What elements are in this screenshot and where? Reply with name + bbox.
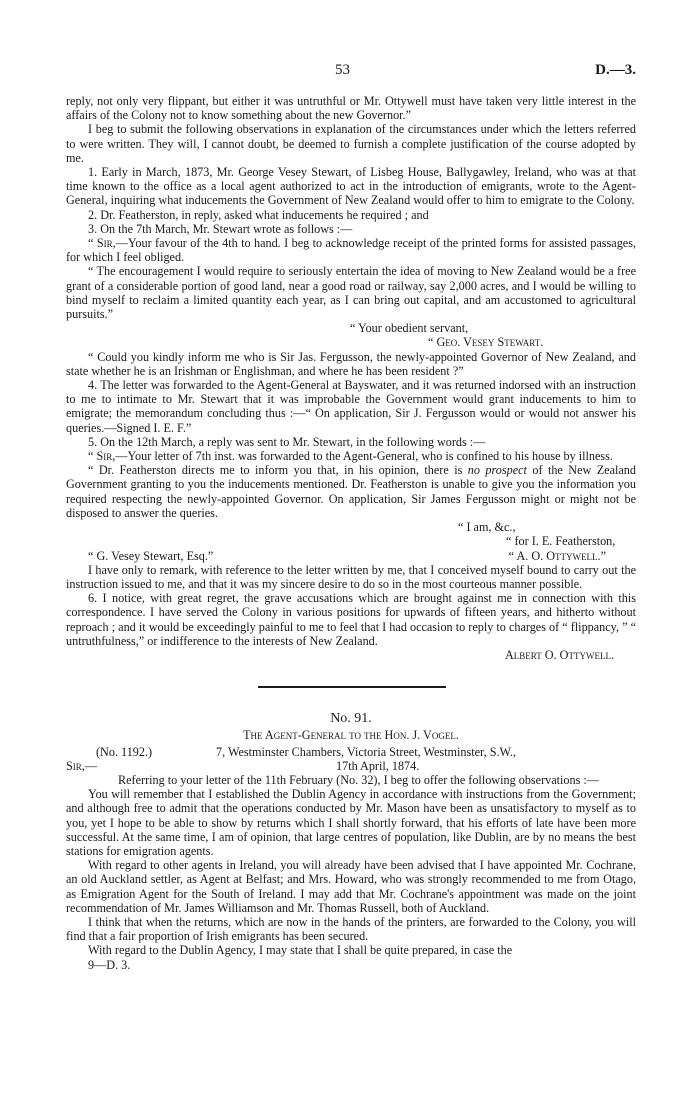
document-reference: D.—3.	[595, 62, 636, 78]
section-divider	[66, 662, 636, 706]
letter-title: The Agent-General to the Hon. J. Vogel.	[243, 728, 459, 743]
paragraph: 2. Dr. Featherston, in reply, asked what inducements he required ; and	[88, 207, 429, 222]
emphasis: no prospect	[467, 463, 527, 478]
closing-line: “ I am, &c.,	[458, 520, 516, 535]
letter-date: 17th April, 1874.	[336, 758, 420, 773]
address-row	[66, 745, 636, 759]
letter-address: 7, Westminster Chambers, Victoria Street, Westminster, S.W.,	[216, 744, 516, 759]
quoted-paragraph: “ Could you kindly inform me who is Sir Jas. Fergusson, the newly-appointed Governor of New Zealand, and state whether he is an Irishman or Englishman, and where he has been resident ?”	[66, 349, 636, 378]
paragraph: Referring to your letter of the 11th February (No. 32), I beg to offer the following observations :—	[118, 772, 599, 787]
quoted-paragraph: “ The encouragement I would require to seriously entertain the idea of moving to New Zealand would be a free grant of a considerable portion of good land, near a good road or railway, say 2,000 acres, and I would be willing to bind myself to reclaim a limited quantity each year, as I can bring out capital, and am accustomed to agricultural pursuits.”	[66, 264, 636, 322]
paragraph: 6. I notice, with great regret, the grave accusations which are brought against me in connection with this correspondence. I have served the Colony in various positions for upwards of fifteen years, and hitherto without reproach ; and it would be exceedingly painful to me to feel that I had occasion to reply to charges of “ flippancy, ” “ untruthfulness,” or indifference to the interests of New Zealand.	[66, 591, 636, 648]
quoted-text: of the New Zealand Government granting to you the inducements mentioned. Dr. Featherston is unable to give you the information you required respecting the newly-appointed Governor. On application, Sir James Fergusson might or might not be disposed to answer the queries.	[66, 463, 636, 520]
paragraph: 3. On the 7th March, Mr. Stewart wrote as follows :—	[88, 221, 353, 236]
addressee-row	[66, 549, 636, 563]
paragraph: reply, not only very flippant, but either it was untruthful or Mr. Ottywell must have taken very little interest in the affairs of the Colony not to know something about the new Governor.”	[66, 94, 636, 123]
closing-line: “ for I. E. Featherston,	[506, 534, 616, 549]
quoted-paragraph	[66, 463, 636, 520]
letter-signature: “ Geo. Vesey Stewart.	[428, 335, 544, 350]
quoted-paragraph	[66, 236, 636, 264]
quoted-paragraph	[66, 449, 636, 463]
paragraph: 4. The letter was forwarded to the Agent-General at Bayswater, and it was returned indorsed with an instruction to me to intimate to Mr. Stewart that it was improbable the Government would grant inducements to him to emigrate; the memorandum concluding thus :—“ On application, Sir J. Fergusson would or would not answer his queries.—Signed I. E. F.”	[66, 378, 636, 435]
quoted-text: —Your favour of the 4th to hand. I beg to acknowledge receipt of the printed forms for assisted passages, for which I feel obliged.	[66, 236, 636, 265]
page-body	[66, 94, 636, 972]
paragraph: You will remember that I established the Dublin Agency in accordance with instructions from the Government; and although free to admit that the operations conducted by Mr. Mason have been as unsatisfactory to myself as to you, yet I hope to be able to show by returns which I shall shortly forward, that his efforts of late have been more successful. At the same time, I am of opinion, that large centres of population, like Dublin, are by no means the best stations for emigration agents.	[66, 787, 636, 858]
paragraph: I beg to submit the following observations in explanation of the circumstances under which the letters referred to were written. They will, I cannot doubt, be deemed to furnish a complete justification of the course adopted by me.	[66, 122, 636, 165]
salutation: “ Sir,	[88, 236, 116, 251]
author-signature: Albert O. Ottywell.	[504, 647, 614, 662]
paragraph: 5. On the 12th March, a reply was sent to Mr. Stewart, in the following words :—	[88, 434, 486, 449]
salutation: Sir,—	[66, 758, 98, 773]
letter-number: No. 91.	[330, 711, 372, 727]
salutation-row	[66, 759, 636, 773]
quoted-text: “ Dr. Featherston directs me to inform you that, in his opinion, there is	[88, 463, 468, 478]
paragraph: With regard to other agents in Ireland, you will already have been advised that I have appointed Mr. Cochrane, an old Auckland settler, as Agent at Belfast; and Mrs. Howard, who was strongly recommended to me from Otago, as Emigration Agent for the South of Ireland. I may add that Mr. Cochrane's appointment was made on the joint recommendation of Mr. James Williamson and Mr. Thomas Russell, both of Auckland.	[66, 858, 636, 915]
divider-rule	[258, 686, 446, 688]
paragraph: 1. Early in March, 1873, Mr. George Vesey Stewart, of Lisbeg House, Ballygawley, Ireland, who was at that time known to the office as a local agent authorized to act in the introduction of emigrants, wrote to the Agent-General, inquiring what inducements the Government of New Zealand would offer to him to emigrate to the Colony.	[66, 165, 636, 208]
signature-mark: 9—D. 3.	[88, 957, 131, 972]
paragraph: With regard to the Dublin Agency, I may state that I shall be quite prepared, in case the	[88, 943, 513, 958]
addressee: “ G. Vesey Stewart, Esq.”	[88, 548, 214, 563]
paragraph: I have only to remark, with reference to the letter written by me, that I conceived myself bound to carry out the instruction issued to me, and that it was my sincere desire to do so in the most courteous manner possible.	[66, 562, 636, 591]
letter-signature: “ A. O. Ottywell.”	[508, 548, 606, 563]
page-number: 53	[335, 62, 350, 78]
paragraph: I think that when the returns, which are now in the hands of the printers, are forwarded to the Colony, you will find that a fair proportion of Irish emigrants has been secured.	[66, 914, 636, 944]
quoted-text: —Your letter of 7th inst. was forwarded to the Agent-General, who is confined to his house by illness.	[115, 449, 613, 464]
page-header	[66, 62, 636, 82]
closing-line: “ Your obedient servant,	[350, 321, 469, 336]
letter-reference: (No. 1192.)	[96, 744, 153, 759]
salutation: “ Sir,	[88, 449, 116, 464]
